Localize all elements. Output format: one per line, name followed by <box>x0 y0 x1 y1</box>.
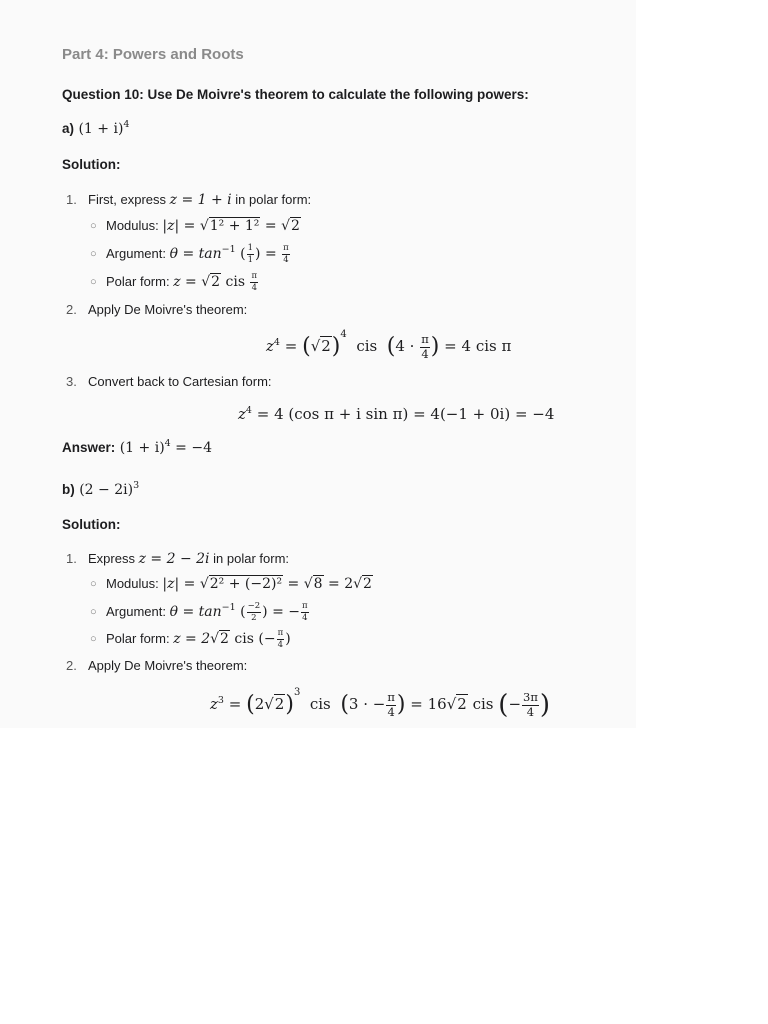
bullet-icon: ○ <box>90 578 97 590</box>
a-argument: ○ Argument: $\theta = \tan^{-1}$ ( $\frac{1}{1}$ ) = $\frac{\pi}{4}$ <box>90 243 289 265</box>
question-heading: Question 10: Use De Moivre's theorem to calculate the following powers: <box>62 87 529 102</box>
bullet-icon: ○ <box>90 633 97 645</box>
b-equation-1: $z^3 = (2√2)^3$ cis (3 · − $\frac{\pi}{4}$ ) = 16√2 cis (− $\frac{3\pi}{4}$ ) <box>210 687 551 720</box>
part-title: Part 4: Powers and Roots <box>62 46 244 63</box>
b-modulus: ○ Modulus: |z| = √2² + (−2)² = √8 = 2√2 <box>90 576 372 592</box>
a-equation-2: $z^4 = 4$ (cos π + i sin π) = 4(−1 + 0i) = −4 <box>238 405 555 423</box>
solution-a-label: Solution: <box>62 157 121 172</box>
question-b <box>62 481 139 499</box>
question-a <box>62 120 129 138</box>
b-step-2: 2. Apply De Moivre's theorem: <box>66 658 248 673</box>
bullet-icon: ○ <box>90 276 97 288</box>
a-equation-1: $z^4 = (√2)^4$ cis (4 · $\frac{\pi}{4}$ ) = 4 cis π <box>266 329 512 361</box>
question-b-expr: $(2 - 2i)^3$ <box>79 480 140 498</box>
solution-b-label: Solution: <box>62 517 121 532</box>
a-modulus: ○ Modulus: |z| = √1² + 1² = √2 <box>90 218 300 234</box>
a-answer: Answer: $(1 + i)^4 = -4$ <box>62 438 212 456</box>
b-argument: ○ Argument: $\theta = \tan^{-1}$ ( $\frac{-2}{2}$ ) = − $\frac{\pi}{4}$ <box>90 601 308 623</box>
a-step-3: 3. Convert back to Cartesian form: <box>66 374 272 389</box>
a-step-1: 1. First, express z = 1 + i in polar form: <box>66 192 312 208</box>
question-a-label: a) <box>62 121 75 136</box>
bullet-icon: ○ <box>90 606 97 618</box>
bullet-icon: ○ <box>90 220 97 232</box>
a-polar-form: ○ Polar form: z = √2 cis $\frac{\pi}{4}$ <box>90 271 258 293</box>
question-a-expr: $(1 + i)^4$ <box>78 119 130 137</box>
question-b-label: b) <box>62 482 75 497</box>
b-polar-form: ○ Polar form: z = 2√2 cis (− $\frac{\pi}{4}$ ) <box>90 628 291 650</box>
a-step-2: 2. Apply De Moivre's theorem: <box>66 302 248 317</box>
bullet-icon: ○ <box>90 248 97 260</box>
b-step-1: 1. Express z = 2 − 2i in polar form: <box>66 551 290 567</box>
